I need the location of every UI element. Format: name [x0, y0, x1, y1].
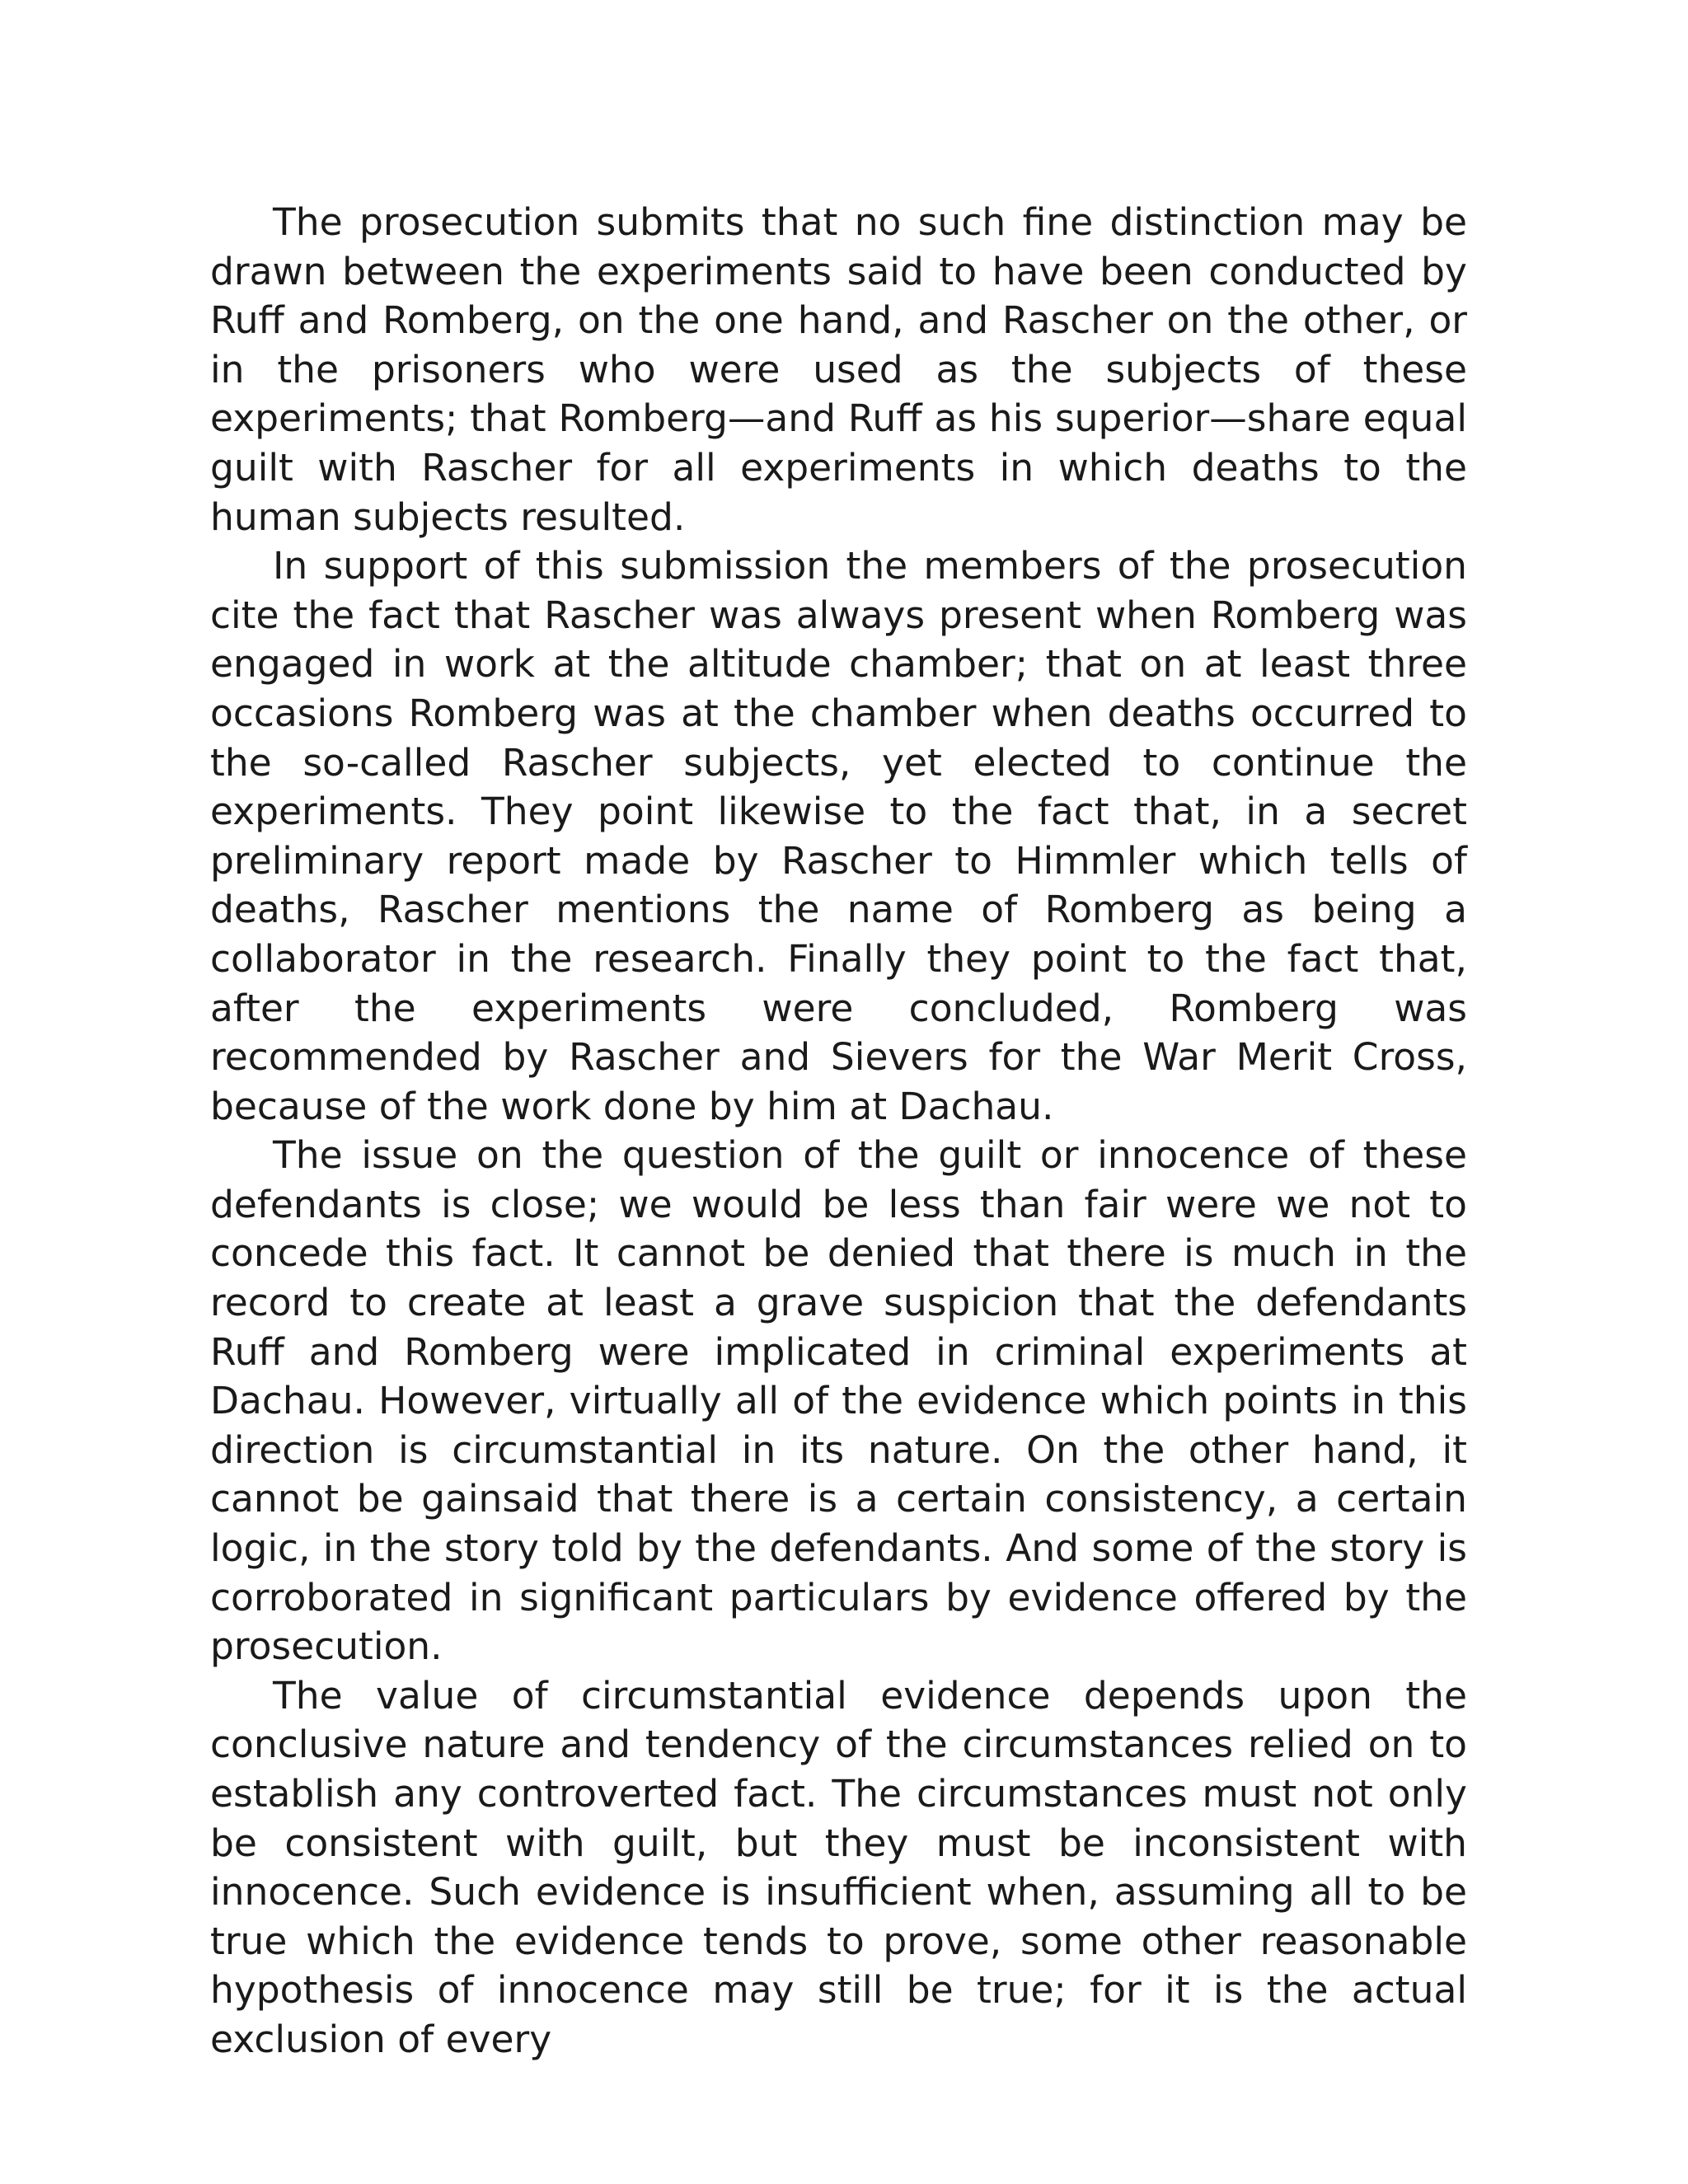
paragraph-circumstantial-evidence: The value of circumstantial evidence depends upon the conclusive nature and tendency of the circumstances relied on to establish any controverted fact. The circumstances must not only be consistent with guilt, but they must be inconsistent with innocence. Such evidence is insufficient when, assuming all to be true which the evidence tends to prove, some other reasonable hypothesis of innocence may still be true; for it is the actual exclusion of every — [210, 1673, 1467, 2061]
paragraph-prosecution-submission: The prosecution submits that no such fine distinction may be drawn between the experiments said to have been conducted by Ruff and Romberg, on the one hand, and Rascher on the other, or in the prisoners who were used as the subjects of these experiments; that Romberg—and Ruff as his superior—share equal guilt with Rascher for all experiments in which deaths to the human subjects resulted. — [210, 200, 1467, 539]
paragraph-support-of-submission: In support of this submission the members of the prosecution cite the fact that Rascher was always present when Romberg was engaged in work at the altitude chamber; that on at least three occasions Romberg was at the chamber when deaths occurred to the so-called Rascher subjects, yet elected to continue the experiments. They point likewise to the fact that, in a secret preliminary report made by Rascher to Himmler which tells of deaths, Rascher mentions the name of Romberg as being a collaborator in the research. Finally they point to the fact that, after the experiments were concluded, Romberg was recommended by Rascher and Sievers for the War Merit Cross, because of the work done by him at Dachau. — [210, 544, 1467, 1128]
paragraph-issue-guilt-innocence: The issue on the question of the guilt or innocence of these defendants is close; we would be less than fair were we not to concede this fact. It cannot be denied that there is much in the record to create at least a grave suspicion that the defendants Ruff and Romberg were implicated in criminal experiments at Dachau. However, virtually all of the evidence which points in this direction is circumstantial in its nature. On the other hand, it cannot be gainsaid that there is a certain consistency, a certain logic, in the story told by the defendants. And some of the story is corroborated in significant particulars by evidence offered by the prosecution. — [210, 1133, 1467, 1669]
document-page — [210, 198, 1467, 2064]
